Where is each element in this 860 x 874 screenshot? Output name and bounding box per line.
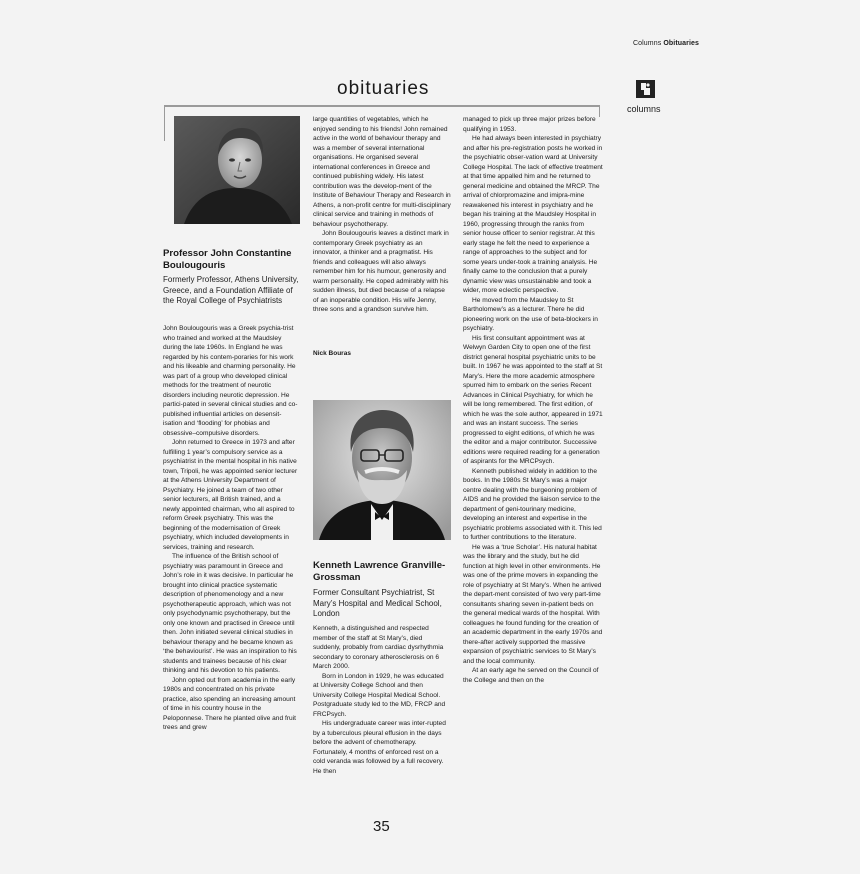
paragraph: managed to pick up three major prizes before qualifying in 1953.: [463, 116, 596, 133]
running-head-section: Obituaries: [663, 40, 699, 47]
paragraph: At an early age he served on the Council of the College and then on the: [463, 667, 599, 684]
column-4-text: [463, 115, 603, 685]
paragraph: The influence of the British school of psychiatry was paramount in Greece and John’s role in it was decisive. In particular he brought into clinical practice systematic description of phenomenology and a new psychotherapeutic approach, which was not only psychodynamic psychotherapy, but the only one known and practised in Greece until then. John initiated several clinical studies in behaviour therapy and he became known as ‘the behaviourist’. He was an inspiration to his students and trainees because of his clear thinking and his devotion to his patients.: [163, 553, 297, 674]
paragraph: John opted out from academia in the early 1980s and concentrated on his private practice, also spending an increasing amount of time in his country house in the Peloponnese. There he planted olive and fruit trees and grew: [163, 676, 296, 731]
columns-label: columns: [627, 104, 661, 114]
paragraph: Kenneth, a distinguished and respected member of the staff at St Mary’s, died suddenly, probably from cardiac dysrhythmia secondary to coronary atherosclerosis on 6 March 2000.: [313, 625, 444, 670]
portrait-boulougouris: [174, 116, 300, 224]
obituary1-author: Nick Bouras: [313, 350, 351, 357]
paragraph: John returned to Greece in 1973 and after fulfilling 1 year’s compulsory service as a psychiatrist in the mental hospital in his native town, Tripoli, he was appointed senior lecturer at the Athens University Department of Psychiatry. He joined a team of two other senior lecturers, all British trained, and a newly appointed chairman, who all aspired to reform Greek psychiatry. This was the beginning of the modernisation of Greek psychiatry, which included developments in services, training and research.: [163, 439, 298, 551]
obituary1-name: Professor John Constantine Boulougouris: [163, 248, 292, 271]
running-head: [633, 40, 699, 47]
paragraph: Born in London in 1929, he was educated at University College School and then University College Hospital Medical School. Postgraduate study led to the MD, FRCP and FRCPsych.: [313, 672, 446, 718]
obituary1-role: Formerly Professor, Athens University, Greece, and a Foundation Affiliate of the Royal College of Psychiatrists: [163, 275, 299, 305]
section-title: obituaries: [337, 78, 430, 99]
portrait-granville-grossman: [313, 400, 451, 540]
paragraph: His first consultant appointment was at Welwyn Garden City to open one of the first district general hospital psychiatric units to be built. In 1967 he was appointed to the staff at St Mary’s. Here the more academic atmosphere spurred him to embark on the series Recent Advances in Clinical Psychiatry, for which he will be long remembered. The first edition, of which he was the sole author, appeared in 1971 and was an instant success. The series progressed to eight editions, of which he was the editor and a major contributor. Successive editions were required reading for a generation of aspirants for the MRCPsych.: [463, 334, 603, 465]
column-2-text: [313, 115, 451, 315]
paragraph: He had always been interested in psychiatry and after his pre-registration posts he worked in the psychiatric obser-vation ward at University College Hospital. The lack of effective treatment at that time appalled him and he returned to general medicine and obtained the MRCP. The arrival of chlorpromazine and imipra-mine reawakened his interest in psychiatry and he began his training at the Maudsley Hospital in 1960, progressing through the ranks from senior house officer to senior registrar. At this early stage he felt the need to experience a range of approaches to the subject and for some years under-took a training analysis. He finally came to the conclusion that a purely dynamic view was unsustainable and took a wider, more eclectic perspective.: [463, 135, 603, 294]
obituary2-role: Former Consultant Psychiatrist, St Mary’s Hospital and Medical School, London: [313, 588, 442, 618]
paragraph: He was a ‘true Scholar’. His natural habitat was the library and the study, but he did function at high level in other environments. He was one of the prime movers in expanding the role of psychiatry at St Mary’s. When he arrived the depart-ment consisted of two very part-time consultants sharing seven in-patient beds on the general medical wards of the hospital. With colleagues he found funding for the creation of an academic department in the early 1970s and there-after actively supported the massive expansion of psychiatric services to St Mary’s and the local community.: [463, 543, 603, 665]
top-rule: [164, 105, 600, 107]
paragraph: Kenneth published widely in addition to the books. In the 1980s St Mary’s was a major centre dealing with the burgeoning problem of AIDS and he provided the liaison service to the department of geni-tourinary medicine, developing an interest and expertise in the psychiatric problems associated with it. This led to further contributions to the literature.: [463, 467, 602, 541]
columns-logo-icon: [636, 80, 655, 98]
paragraph: His undergraduate career was inter-rupted by a tuberculous pleural effusion in the days before the advent of chemotherapy. Fortunately, 4 months of enforced rest on a cold veranda was followed by a full recovery. He then: [313, 720, 446, 775]
column-3-text: [313, 624, 451, 776]
paragraph: John Boulougouris was a Greek psychia-trist who trained and worked at the Maudsley during the late 1960s. In England he was regarded by his contem-poraries for his work and his likeable and charming personality. He was part of a group who developed clinical methods for the treatment of neurotic disorders including neurotic depression. He partici-pated in several clinical studies and co-published influential articles on desensit-isation and ‘flooding’ for phobias and obsessive–compulsive disorders.: [163, 325, 298, 437]
paragraph: He moved from the Maudsley to St Bartholomew’s as a lecturer. There he did pioneering work on the use of beta-blockers in psychiatry.: [463, 296, 598, 332]
page-number: 35: [373, 818, 390, 835]
obituary2-name: Kenneth Lawrence Granville-Grossman: [313, 560, 446, 583]
left-rule: [164, 105, 165, 141]
paragraph: John Boulougouris leaves a distinct mark in contemporary Greek psychiatry as an innovator, a thinker and a pragmatist. His friends and colleagues will also always remember him for his humour, generosity and warm personality. He coped admirably with his sudden illness, but died because of a relapse of an inoperable condition. His wife Jenny, three sons and a grandson survive him.: [313, 230, 449, 313]
running-head-prefix: Columns: [633, 40, 662, 47]
paragraph: large quantities of vegetables, which he enjoyed sending to his friends! John remained active in the world of behaviour therapy and was a member of several international organisations. He organised several international conferences in Greece and continued publishing widely. His latest contribution was the develop-ment of the Institute of Behaviour Therapy and Research in Athens, a non-profit centre for multi-disciplinary clinical service and training in methods of behaviour psychotherapy.: [313, 116, 451, 228]
column-1-text: [163, 324, 299, 733]
